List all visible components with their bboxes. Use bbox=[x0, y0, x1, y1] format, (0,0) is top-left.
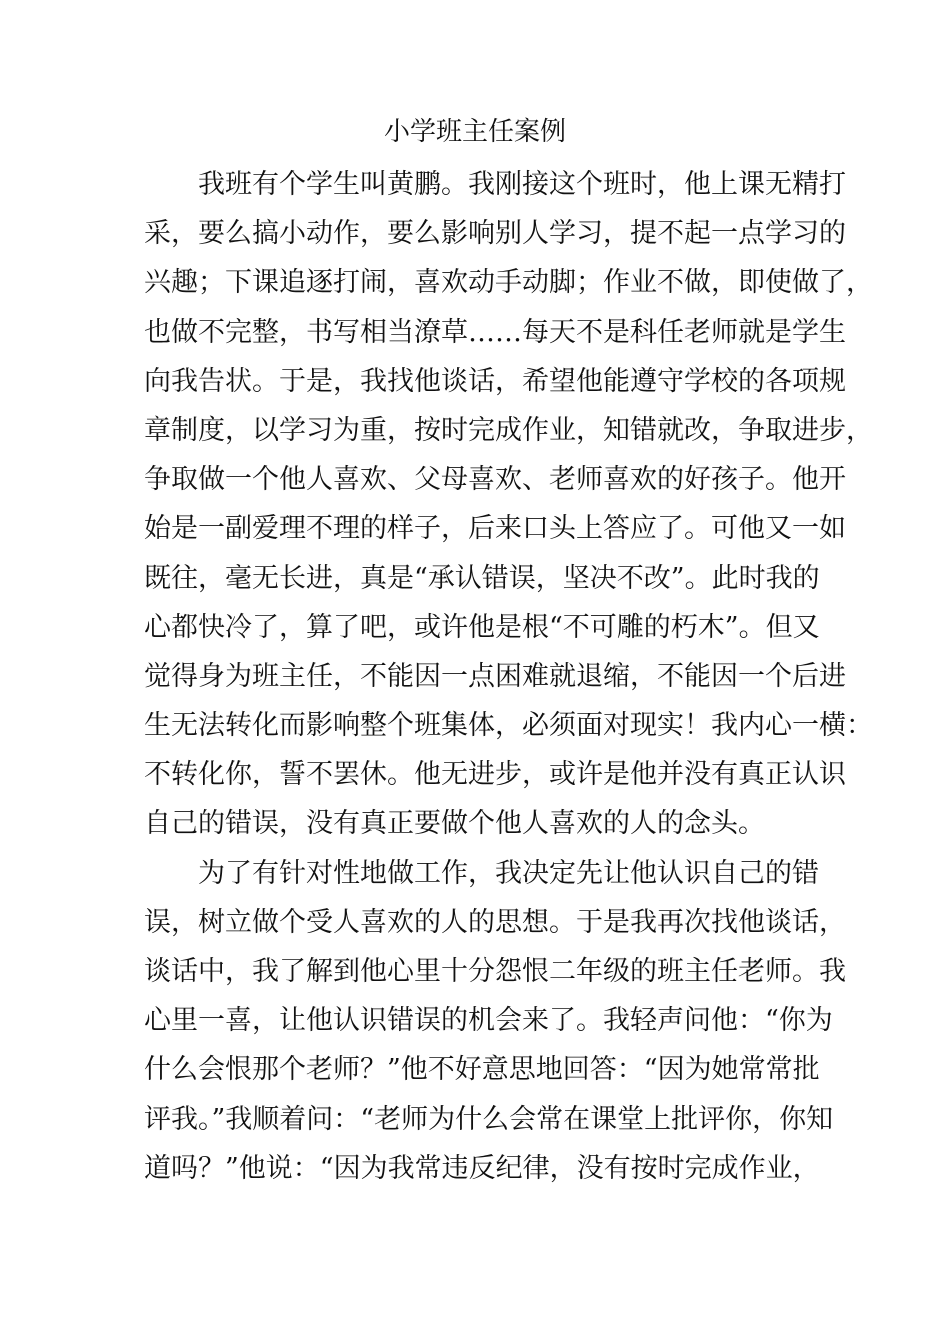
paragraph-1-line: 既往，毫无长进，真是“承认错误，坚决不改”。此时我的 bbox=[144, 562, 820, 594]
paragraph-1-line: 自己的错误，没有真正要做个他人喜欢的人的念头。 bbox=[144, 808, 765, 840]
paragraph-2-line: 误，树立做个受人喜欢的人的思想。于是我再次找他谈话， bbox=[144, 906, 846, 938]
paragraph-1-line: 不转化你，誓不罢休。他无进步，或许是他并没有真正认识 bbox=[144, 759, 846, 791]
paragraph-1-line: 始是一副爱理不理的样子，后来口头上答应了。可他又一如 bbox=[144, 513, 846, 545]
paragraph-2-line: 评我。”我顺着问：“老师为什么会常在课堂上批评你，你知 bbox=[144, 1103, 834, 1135]
paragraph-1-line: 生无法转化而影响整个班集体，必须面对现实！我内心一横： bbox=[144, 710, 873, 742]
document-title: 小学班主任案例 bbox=[383, 117, 566, 147]
document-body bbox=[144, 160, 873, 1193]
paragraph-1-line: 兴趣；下课追逐打闹，喜欢动手动脚；作业不做，即使做了， bbox=[144, 267, 873, 299]
paragraph-1-line: 觉得身为班主任，不能因一点困难就退缩，不能因一个后进 bbox=[144, 660, 846, 692]
paragraph-1-line: 采，要么搞小动作，要么影响别人学习，提不起一点学习的 bbox=[144, 218, 846, 250]
paragraph-2-line: 谈话中，我了解到他心里十分怨恨二年级的班主任老师。我 bbox=[144, 956, 846, 987]
paragraph-1-line: 争取做一个他人喜欢、父母喜欢、老师喜欢的好孩子。他开 bbox=[144, 464, 846, 496]
paragraph-2-line: 心里一喜，让他认识错误的机会来了。我轻声问他：“你为 bbox=[144, 1005, 833, 1037]
paragraph-2-line: 为了有针对性地做工作，我决定先让他认识自己的错 bbox=[198, 857, 819, 889]
paragraph-2-line: 道吗？”他说：“因为我常违反纪律，没有按时完成作业， bbox=[144, 1152, 820, 1184]
paragraph-1-line: 向我告状。于是，我找他谈话，希望他能遵守学校的各项规 bbox=[144, 365, 846, 397]
paragraph-1-line: 心都快冷了，算了吧，或许他是根“不可雕的朽木”。但又 bbox=[144, 611, 820, 643]
paragraph-2-line: 什么会恨那个老师？”他不好意思地回答：“因为她常常批 bbox=[144, 1054, 820, 1086]
paragraph-1-line: 章制度，以学习为重，按时完成作业，知错就改，争取进步， bbox=[144, 414, 873, 446]
paragraph-1-line: 我班有个学生叫黄鹏。我刚接这个班时，他上课无精打 bbox=[198, 169, 846, 200]
paragraph-1-line: 也做不完整，书写相当潦草……每天不是科任老师就是学生 bbox=[144, 316, 846, 348]
